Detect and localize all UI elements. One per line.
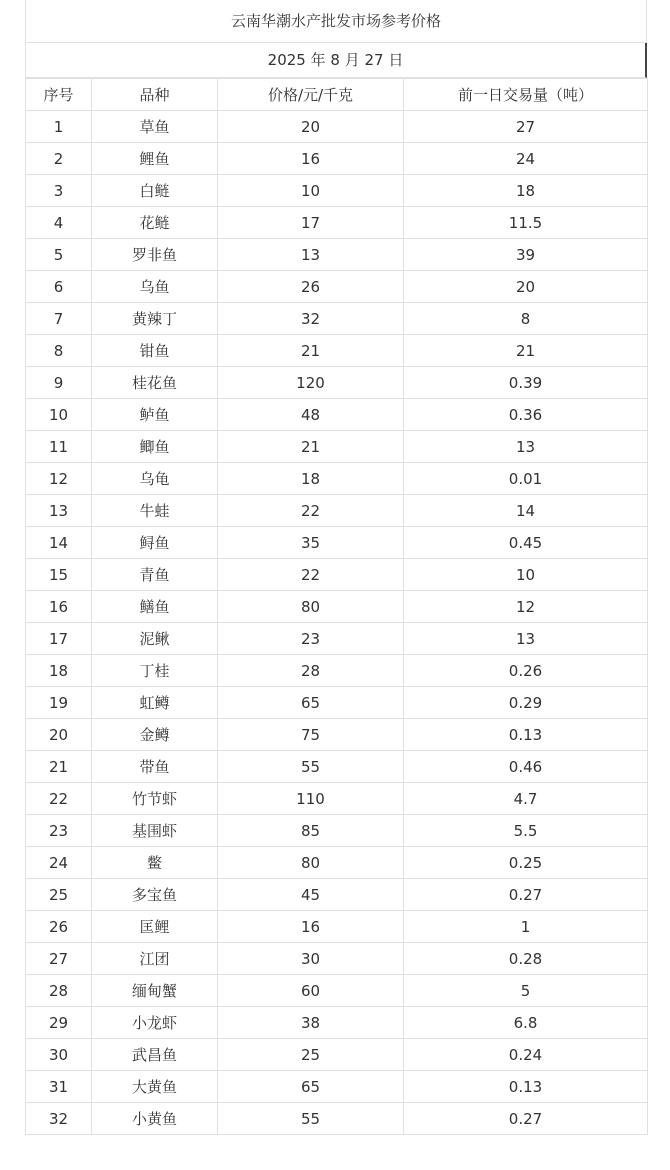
row-price: 28 [218,655,404,687]
table-row [26,175,648,207]
row-variety: 大黄鱼 [92,1071,218,1103]
row-volume: 6.8 [404,1007,648,1039]
table-row [26,1039,648,1071]
table-row [26,1103,648,1135]
row-index: 15 [26,559,92,591]
row-index: 30 [26,1039,92,1071]
row-price: 18 [218,463,404,495]
table-row [26,527,648,559]
row-variety: 鲤鱼 [92,143,218,175]
row-index: 14 [26,527,92,559]
row-volume: 0.29 [404,687,648,719]
row-volume: 0.26 [404,655,648,687]
row-variety: 罗非鱼 [92,239,218,271]
row-volume: 14 [404,495,648,527]
row-index: 6 [26,271,92,303]
row-volume: 0.13 [404,719,648,751]
row-price: 85 [218,815,404,847]
row-variety: 鳝鱼 [92,591,218,623]
table-row [26,399,648,431]
table-row [26,495,648,527]
table-row [26,623,648,655]
row-index: 32 [26,1103,92,1135]
row-price: 20 [218,111,404,143]
row-variety: 竹节虾 [92,783,218,815]
row-index: 27 [26,943,92,975]
row-index: 24 [26,847,92,879]
row-volume: 8 [404,303,648,335]
row-volume: 13 [404,623,648,655]
row-index: 21 [26,751,92,783]
table-row [26,783,648,815]
row-volume: 0.27 [404,879,648,911]
row-index: 12 [26,463,92,495]
row-variety: 武昌鱼 [92,1039,218,1071]
table-row [26,143,648,175]
row-variety: 鲈鱼 [92,399,218,431]
row-variety: 黄辣丁 [92,303,218,335]
table-row [26,815,648,847]
table-row [26,847,648,879]
table-row [26,591,648,623]
table-row [26,239,648,271]
row-index: 1 [26,111,92,143]
row-price: 13 [218,239,404,271]
row-index: 13 [26,495,92,527]
row-variety: 鲟鱼 [92,527,218,559]
row-price: 120 [218,367,404,399]
sheet-date: 2025 年 8 月 27 日 [25,43,647,78]
row-variety: 草鱼 [92,111,218,143]
row-variety: 鲫鱼 [92,431,218,463]
row-price: 80 [218,847,404,879]
row-price: 22 [218,495,404,527]
table-row [26,975,648,1007]
row-price: 80 [218,591,404,623]
row-index: 23 [26,815,92,847]
row-index: 19 [26,687,92,719]
row-index: 2 [26,143,92,175]
row-price: 45 [218,879,404,911]
row-volume: 18 [404,175,648,207]
table-row [26,943,648,975]
header-row [26,79,648,111]
row-volume: 0.01 [404,463,648,495]
row-index: 28 [26,975,92,1007]
row-volume: 0.24 [404,1039,648,1071]
row-price: 32 [218,303,404,335]
table-row [26,431,648,463]
row-volume: 0.27 [404,1103,648,1135]
row-price: 55 [218,751,404,783]
row-volume: 13 [404,431,648,463]
row-index: 4 [26,207,92,239]
table-row [26,879,648,911]
row-index: 20 [26,719,92,751]
header-variety: 品种 [92,79,218,111]
row-price: 23 [218,623,404,655]
row-volume: 12 [404,591,648,623]
row-price: 26 [218,271,404,303]
row-variety: 丁桂 [92,655,218,687]
row-index: 26 [26,911,92,943]
row-variety: 江团 [92,943,218,975]
row-price: 16 [218,143,404,175]
row-volume: 39 [404,239,648,271]
row-volume: 5 [404,975,648,1007]
table-row [26,687,648,719]
row-volume: 4.7 [404,783,648,815]
row-price: 75 [218,719,404,751]
row-price: 16 [218,911,404,943]
row-price: 65 [218,687,404,719]
row-volume: 5.5 [404,815,648,847]
row-price: 110 [218,783,404,815]
row-volume: 24 [404,143,648,175]
row-index: 7 [26,303,92,335]
header-price: 价格/元/千克 [218,79,404,111]
row-price: 55 [218,1103,404,1135]
table-row [26,751,648,783]
row-price: 48 [218,399,404,431]
row-variety: 乌龟 [92,463,218,495]
header-index: 序号 [26,79,92,111]
row-variety: 多宝鱼 [92,879,218,911]
row-price: 21 [218,335,404,367]
row-index: 16 [26,591,92,623]
row-variety: 基围虾 [92,815,218,847]
row-index: 31 [26,1071,92,1103]
row-index: 8 [26,335,92,367]
row-variety: 鳖 [92,847,218,879]
row-variety: 钳鱼 [92,335,218,367]
row-volume: 10 [404,559,648,591]
row-price: 60 [218,975,404,1007]
row-price: 22 [218,559,404,591]
row-index: 22 [26,783,92,815]
row-variety: 花鲢 [92,207,218,239]
table-row [26,1071,648,1103]
row-price: 65 [218,1071,404,1103]
table-row [26,719,648,751]
row-index: 25 [26,879,92,911]
row-price: 25 [218,1039,404,1071]
row-index: 29 [26,1007,92,1039]
table-row [26,911,648,943]
sheet-title: 云南华潮水产批发市场参考价格 [25,0,647,43]
row-volume: 27 [404,111,648,143]
table-row [26,271,648,303]
table-row [26,559,648,591]
row-variety: 泥鳅 [92,623,218,655]
table-row [26,463,648,495]
row-variety: 桂花鱼 [92,367,218,399]
table-row [26,1007,648,1039]
row-variety: 带鱼 [92,751,218,783]
table-row [26,655,648,687]
row-price: 38 [218,1007,404,1039]
price-table [25,78,648,1135]
row-volume: 0.28 [404,943,648,975]
row-price: 21 [218,431,404,463]
row-index: 18 [26,655,92,687]
table-row [26,335,648,367]
row-index: 9 [26,367,92,399]
row-volume: 0.36 [404,399,648,431]
row-variety: 白鲢 [92,175,218,207]
row-price: 10 [218,175,404,207]
row-volume: 0.39 [404,367,648,399]
row-variety: 牛蛙 [92,495,218,527]
row-price: 17 [218,207,404,239]
row-volume: 11.5 [404,207,648,239]
table-row [26,207,648,239]
row-variety: 缅甸蟹 [92,975,218,1007]
row-index: 3 [26,175,92,207]
row-volume: 1 [404,911,648,943]
table-row [26,367,648,399]
row-index: 17 [26,623,92,655]
row-variety: 乌鱼 [92,271,218,303]
row-variety: 小龙虾 [92,1007,218,1039]
price-table-body [26,79,648,1135]
row-price: 30 [218,943,404,975]
row-volume: 21 [404,335,648,367]
header-volume: 前一日交易量（吨） [404,79,648,111]
row-index: 5 [26,239,92,271]
row-volume: 0.46 [404,751,648,783]
row-variety: 金鳟 [92,719,218,751]
row-volume: 0.25 [404,847,648,879]
row-variety: 虹鳟 [92,687,218,719]
table-row [26,111,648,143]
row-volume: 20 [404,271,648,303]
row-volume: 0.45 [404,527,648,559]
row-volume: 0.13 [404,1071,648,1103]
table-row [26,303,648,335]
row-index: 11 [26,431,92,463]
row-variety: 青鱼 [92,559,218,591]
row-price: 35 [218,527,404,559]
row-variety: 小黄鱼 [92,1103,218,1135]
row-variety: 匡鲤 [92,911,218,943]
row-index: 10 [26,399,92,431]
price-sheet [25,0,647,1135]
